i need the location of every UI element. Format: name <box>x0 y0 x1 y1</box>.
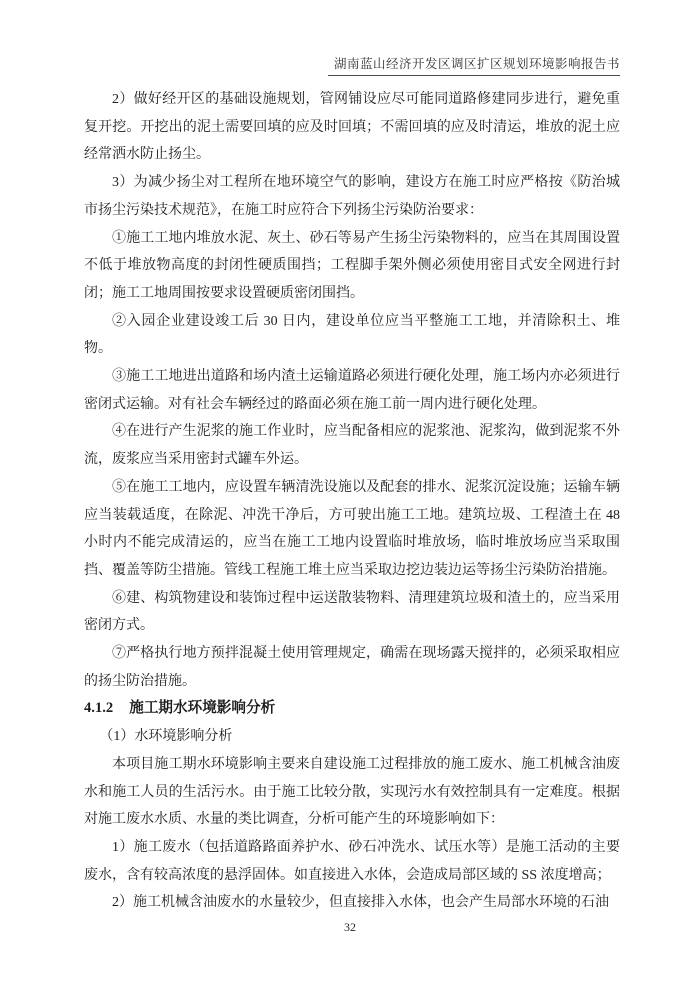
report-header-title: 湖南蓝山经济开发区调区扩区规划环境影响报告书 <box>328 54 620 76</box>
paragraph: 1）施工废水（包括道路路面养护水、砂石冲洗水、试压水等）是施工活动的主要废水，含有较高浓度的悬浮固体。如直接进入水体，会造成局部区域的 SS 浓度增高； <box>84 839 620 883</box>
paragraph: ①施工工地内堆放水泥、灰土、砂石等易产生扬尘污染物料的，应当在其周围设置不低于堆放物高度的封闭性硬质围挡；工程脚手架外侧必须使用密目式安全网进行封闭；施工工地周围按要求设置硬质密闭围挡。 <box>84 230 620 301</box>
page-number: 32 <box>344 920 356 934</box>
document-body <box>84 86 620 917</box>
paragraph: 本项目施工期水环境影响主要来自建设施工过程排放的施工废水、施工机械含油废水和施工人员的生活污水。由于施工比较分散，实现污水有效控制具有一定难度。根据对施工废水水质、水量的类比调查，分析可能产生的环境影响如下： <box>84 756 620 828</box>
paragraph: ②入园企业建设竣工后 30 日内，建设单位应当平整施工工地，并清除积土、堆物。 <box>84 313 620 357</box>
paragraph: ③施工工地进出道路和场内渣土运输道路必须进行硬化处理，施工场内亦必须进行密闭式运输。对有社会车辆经过的路面必须在施工前一周内进行硬化处理。 <box>84 369 620 412</box>
paragraph: 2）施工机械含油废水的水量较少，但直接排入水体，也会产生局部水环境的石油 <box>112 895 609 911</box>
paragraph: ⑥建、构筑物建设和装饰过程中运送散装物料、清理建筑垃圾和渣土的，应当采用密闭方式。 <box>84 590 620 634</box>
section-title: 施工期水环境影响分析 <box>129 700 276 717</box>
paragraph: ⑦严格执行地方预拌混凝土使用管理规定，确需在现场露天搅拌的，必须采取相应的扬尘防治措施。 <box>84 646 620 689</box>
page-header <box>84 54 620 76</box>
paragraph: 3）为减少扬尘对工程所在地环境空气的影响，建设方在施工时应严格按《防治城市扬尘污染技术规范》，在施工时应符合下列扬尘污染防治要求： <box>84 175 620 218</box>
section-number: 4.1.2 <box>84 700 114 717</box>
page-footer <box>0 920 700 935</box>
section-heading <box>84 695 620 723</box>
paragraph: ④在进行产生泥浆的施工作业时，应当配备相应的泥浆池、泥浆沟，做到泥浆不外流，废浆应当采用密封式罐车外运。 <box>84 424 620 468</box>
paragraph: 2）做好经开区的基础设施规划，管网铺设应尽可能同道路修建同步进行，避免重复开挖。开挖出的泥土需要回填的应及时回填；不需回填的应及时清运，堆放的泥土应经常洒水防止扬尘。 <box>84 92 620 163</box>
sub-heading: （1）水环境影响分析 <box>99 729 233 745</box>
paragraph: ⑤在施工工地内，应设置车辆清洗设施以及配套的排水、泥浆沉淀设施；运输车辆应当装载适度，在除泥、冲洗干净后，方可驶出施工工地。建筑垃圾、工程渣土在 48 小时内不能完成清运的，应当在施工工地内设置临时堆放场，临时堆放场应当采取围挡、覆盖等防尘措施。管线工程施工堆土应当采取边挖边装边运等扬尘污染防治措施。 <box>84 479 620 578</box>
